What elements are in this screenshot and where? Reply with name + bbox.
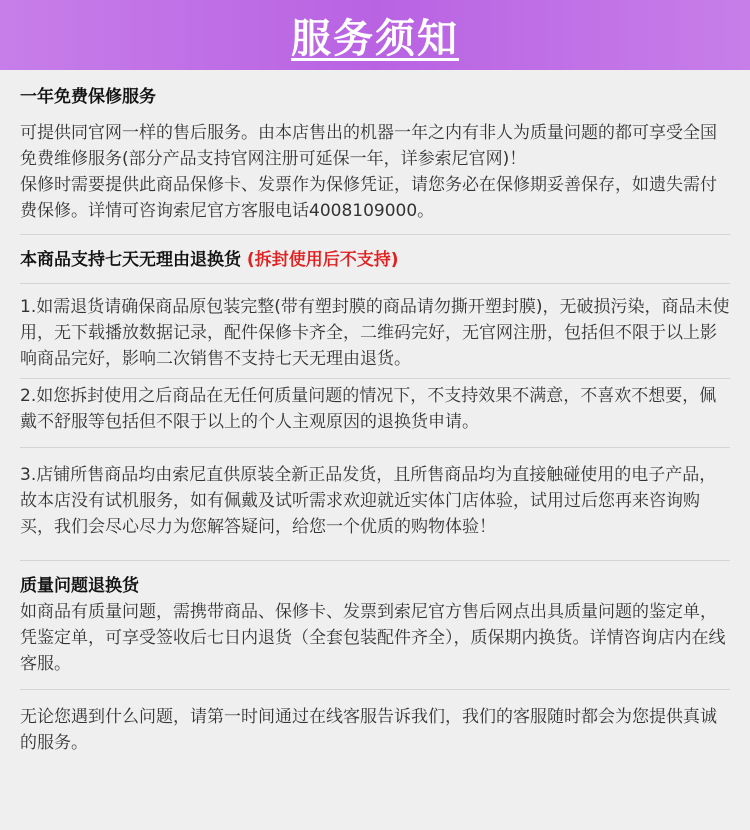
- returns-item-2: 2.如您拆封使用之后商品在无任何质量问题的情况下，不支持效果不满意，不喜欢不想要，佩戴不舒服等包括但不限于以上的个人主观原因的退换货申请。: [20, 386, 717, 432]
- warranty-section: [20, 70, 730, 234]
- quality-section: [20, 561, 730, 689]
- returns-warning: (拆封使用后不支持): [246, 250, 399, 270]
- page-title: 服务须知: [291, 15, 459, 62]
- closing-section: [20, 690, 730, 756]
- returns-heading-text: 本商品支持七天无理由退换货: [20, 250, 241, 270]
- returns-item-1: 1.如需退货请确保商品原包装完整(带有塑封膜的商品请勿撕开塑封膜)，无破损污染，商品未使用，无下载播放数据记录，配件保修卡齐全，二维码完好，无官网注册，包括但不限于以上影响商品完好，影响二次销售不支持七天无理由退货。: [20, 297, 730, 369]
- returns-item-3: 3.店铺所售商品均由索尼直供原装全新正品发货，且所售商品均为直接触碰使用的电子产品，故本店没有试机服务，如有佩戴及试听需求欢迎就近实体门店体验，试用过后您再来咨询购买，我们会尽心尽力为您解答疑问，给您一个优质的购物体验！: [20, 465, 717, 537]
- closing-text: 无论您遇到什么问题，请第一时间通过在线客服告诉我们，我们的客服随时都会为您提供真诚的服务。: [20, 707, 717, 753]
- warranty-heading: 一年免费保修服务: [20, 87, 156, 107]
- quality-heading: 质量问题退换货: [20, 576, 139, 596]
- content: [0, 70, 750, 756]
- header-banner: [0, 0, 750, 70]
- warranty-text-2: 保修时需要提供此商品保修卡、发票作为保修凭证，请您务必在保修期妥善保存，如遗失需付费保修。详情可咨询索尼官方客服电话4008109000。: [20, 175, 717, 221]
- returns-heading: [20, 247, 730, 273]
- warranty-text-1: 可提供同官网一样的售后服务。由本店售出的机器一年之内有非人为质量问题的都可享受全国免费维修服务(部分产品支持官网注册可延保一年，详参索尼官网)！: [20, 123, 717, 169]
- quality-text: 如商品有质量问题，需携带商品、保修卡、发票到索尼官方售后网点出具质量问题的鉴定单，凭鉴定单，可享受签收后七日内退货（全套包装配件齐全），质保期内换货。详情咨询店内在线客服。: [20, 602, 726, 674]
- returns-section: [20, 235, 730, 560]
